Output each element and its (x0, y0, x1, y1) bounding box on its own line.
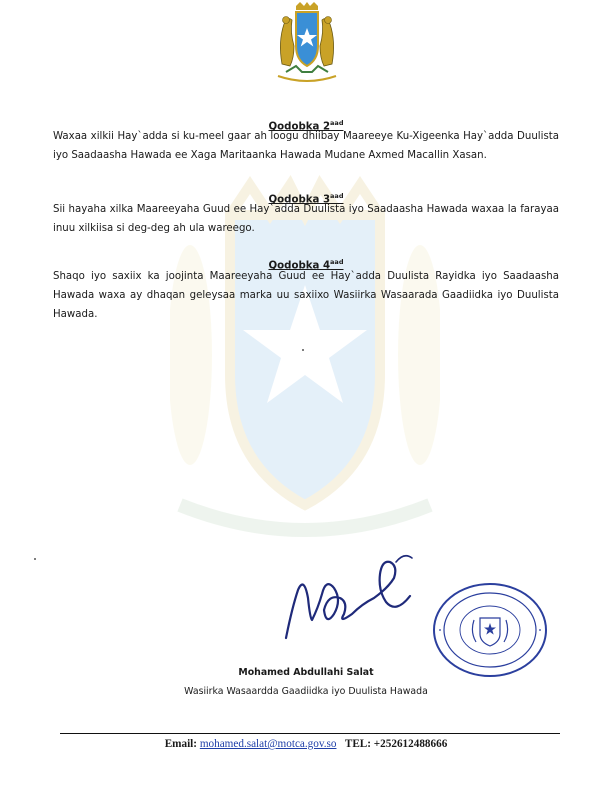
tel-label: TEL: (344, 738, 371, 750)
article-body-3: Sii hayaha xilka Maareeyaha Guud ee Hay`adda Duulista iyo Saadaasha Hawada waxaa la farayaa inuu xilkiisa si deg-deg ah ula wareego. (53, 204, 559, 234)
footer-contact (0, 738, 612, 750)
scan-speck (302, 349, 304, 351)
scan-speck (34, 558, 36, 560)
tel-number: +252612488666 (373, 738, 448, 750)
article-body-2: Waxaa xilkii Hay`adda si ku-meel gaar ah loogu dhiibay Maareeye Ku-Xigeenka Hay`adda Duulista iyo Saadaasha Hawada ee Xaga Maritaanka Hawada Mudane Axmed Macallin Xasan. (53, 131, 559, 161)
article-heading-2: Qodobka $2^{aad}$ (268, 119, 344, 133)
article-body-4: Shaqo iyo saxiix ka joojinta Maareeyaha Guud ee Hay`adda Duulista Rayidka iyo Saadaasha Hawada waxa ay dhaqan geleysaa marka uu saxiixo Wasiirka Wasaarada Gaadiidka iyo Duulista Hawada. (53, 271, 559, 320)
handwritten-signature (278, 548, 416, 640)
article-heading-4: Qodobka $4^{aad}$ (268, 258, 344, 272)
official-seal-stamp (430, 580, 550, 680)
article-heading-3: Qodobka $3^{aad}$ (268, 192, 344, 206)
email-link[interactable]: mohamed.salat@motca.gov.so (199, 738, 337, 750)
footer-divider (60, 733, 560, 734)
signatory-title: Wasiirka Wasaardda Gaadiidka iyo Duulista Hawada (184, 686, 428, 697)
coat-of-arms-emblem (272, 2, 342, 82)
email-label: Email: (164, 738, 198, 750)
signatory-name: Mohamed Abdullahi Salat (238, 667, 374, 678)
